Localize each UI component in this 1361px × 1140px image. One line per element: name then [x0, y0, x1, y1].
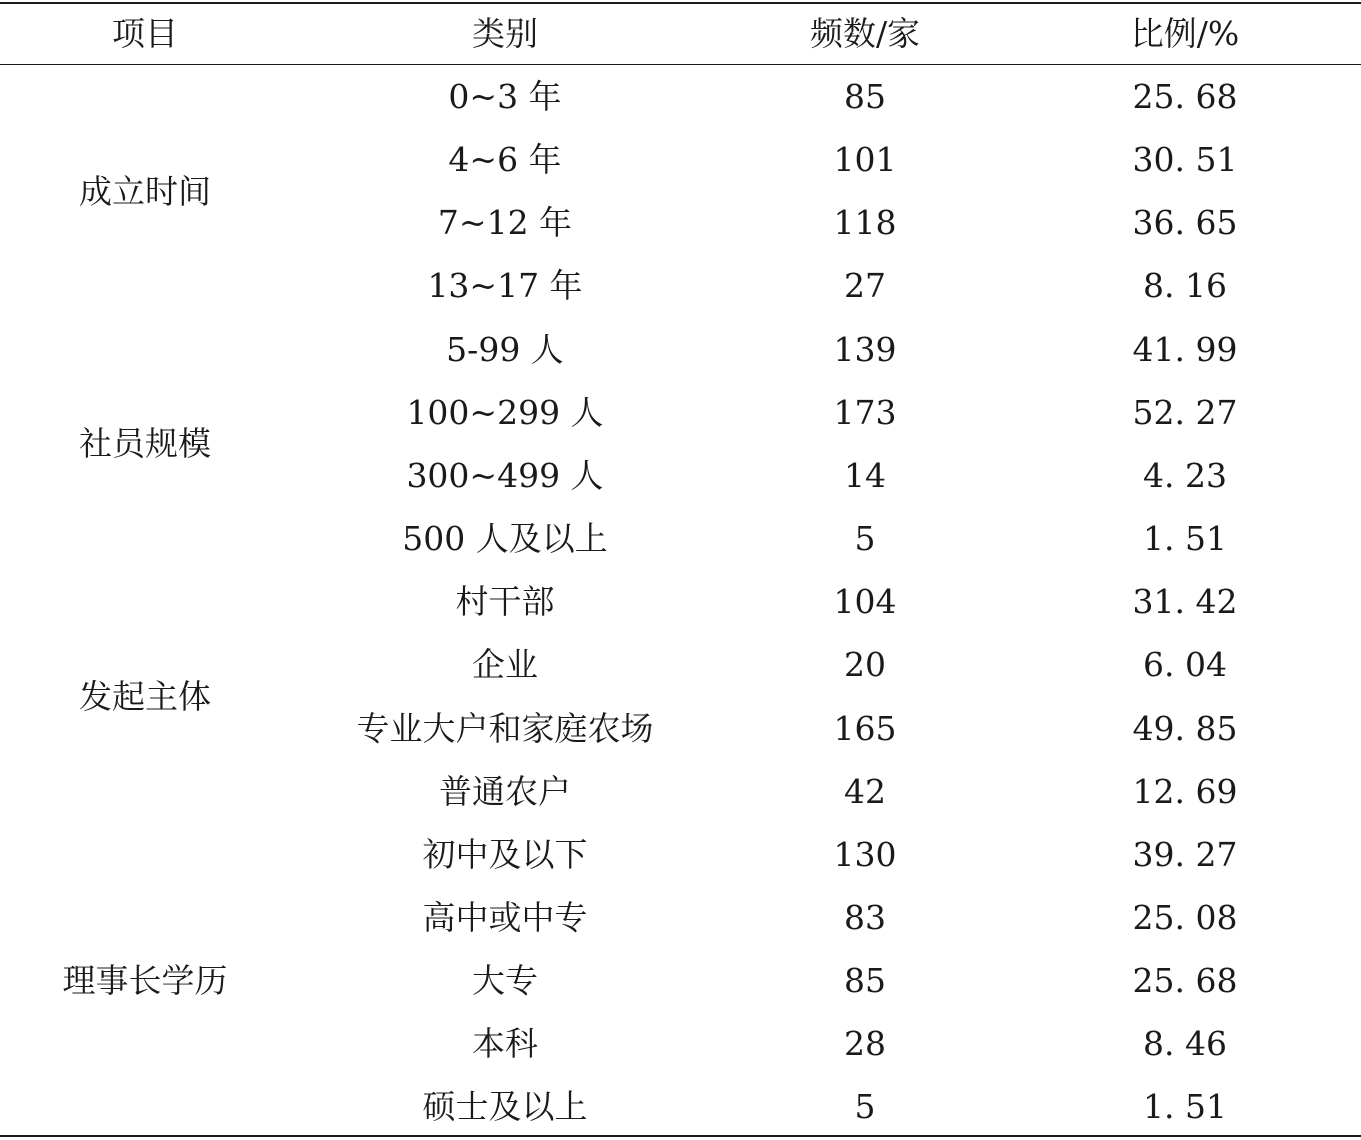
category-cell: 专业大户和家庭农场: [356, 708, 654, 748]
category-cell: 本科: [472, 1024, 538, 1064]
table-header-rule: [0, 64, 1361, 65]
category-cell: 4~6 年: [448, 140, 562, 180]
frequency-cell: 20: [844, 645, 886, 685]
frequency-cell: 5: [854, 519, 876, 559]
frequency-cell: 165: [833, 708, 897, 748]
category-cell: 初中及以下: [422, 834, 588, 874]
percentage-cell: 39. 27: [1132, 834, 1238, 874]
percentage-cell: 1. 51: [1143, 519, 1227, 559]
frequency-cell: 118: [833, 203, 897, 243]
frequency-cell: 85: [844, 77, 886, 116]
percentage-cell: 25. 08: [1132, 897, 1238, 937]
percentage-cell: 6. 04: [1143, 645, 1227, 685]
table-top-rule: [0, 2, 1361, 4]
header-frequency: 频数/家: [809, 14, 921, 53]
category-cell: 13~17 年: [427, 266, 583, 306]
percentage-cell: 8. 16: [1143, 266, 1227, 306]
category-cell: 0~3 年: [448, 77, 562, 116]
percentage-cell: 52. 27: [1132, 392, 1238, 432]
percentage-cell: 1. 51: [1143, 1087, 1227, 1127]
frequency-cell: 28: [844, 1024, 886, 1064]
header-category: 类别: [472, 14, 538, 53]
header-item: 项目: [112, 14, 178, 53]
percentage-cell: 4. 23: [1143, 455, 1227, 495]
table-bottom-rule: [0, 1135, 1361, 1137]
category-cell: 村干部: [455, 582, 555, 622]
percentage-cell: 30. 51: [1132, 140, 1238, 180]
group-item-label: 发起主体: [79, 676, 211, 716]
category-cell: 高中或中专: [422, 897, 588, 937]
category-cell: 企业: [472, 645, 538, 685]
group-item-label: 成立时间: [79, 171, 211, 211]
header-percentage: 比例/%: [1130, 14, 1240, 53]
frequency-cell: 42: [844, 771, 886, 811]
category-cell: 普通农户: [439, 771, 571, 811]
group-item-label: 理事长学历: [62, 961, 228, 1001]
percentage-cell: 12. 69: [1132, 771, 1238, 811]
percentage-cell: 25. 68: [1132, 77, 1238, 116]
frequency-cell: 5: [854, 1087, 876, 1127]
frequency-cell: 83: [844, 897, 886, 937]
frequency-cell: 14: [844, 455, 886, 495]
frequency-cell: 85: [844, 961, 886, 1001]
frequency-cell: 139: [833, 329, 897, 369]
percentage-cell: 49. 85: [1132, 708, 1238, 748]
frequency-cell: 101: [833, 140, 897, 180]
category-cell: 500 人及以上: [402, 519, 608, 559]
category-cell: 5-99 人: [446, 329, 564, 369]
frequency-cell: 173: [833, 392, 897, 432]
category-cell: 100~299 人: [406, 392, 604, 432]
percentage-cell: 36. 65: [1132, 203, 1238, 243]
percentage-cell: 25. 68: [1132, 961, 1238, 1001]
category-cell: 300~499 人: [406, 455, 604, 495]
category-cell: 7~12 年: [437, 203, 573, 243]
category-cell: 大专: [472, 961, 538, 1001]
percentage-cell: 8. 46: [1143, 1024, 1227, 1064]
group-item-label: 社员规模: [79, 424, 211, 464]
percentage-cell: 31. 42: [1132, 582, 1238, 622]
frequency-cell: 130: [833, 834, 897, 874]
frequency-cell: 27: [844, 266, 886, 306]
category-cell: 硕士及以上: [422, 1087, 588, 1127]
frequency-cell: 104: [833, 582, 897, 622]
percentage-cell: 41. 99: [1132, 329, 1238, 369]
